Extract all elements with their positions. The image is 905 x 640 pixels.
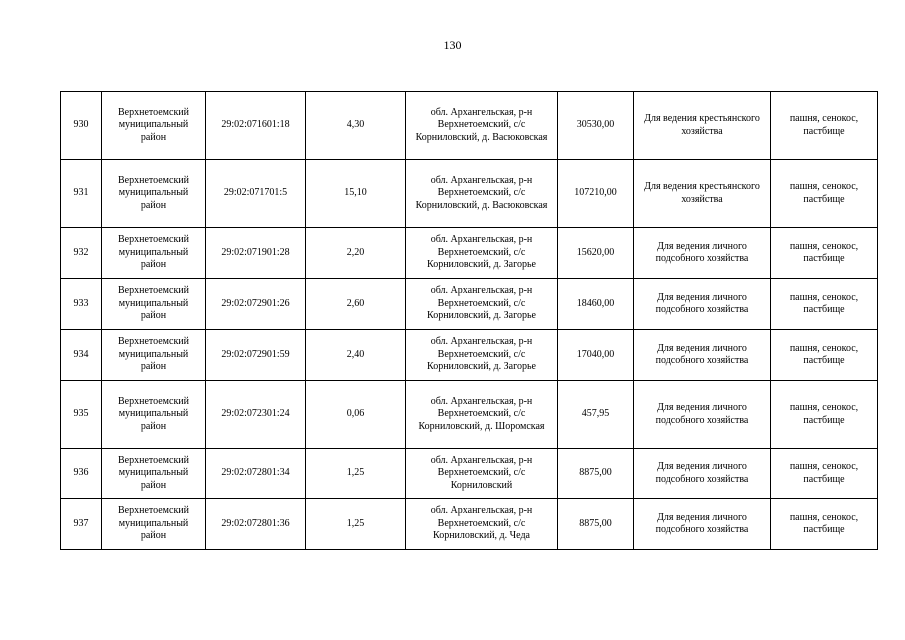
price-cell: 457,95	[558, 381, 634, 449]
land-plots-table	[60, 91, 878, 550]
district-cell: Верхнетоемский муниципальный район	[102, 92, 206, 160]
area-cell: 2,60	[306, 279, 406, 330]
cadastral-number-cell: 29:02:072801:34	[206, 449, 306, 499]
table-row	[61, 499, 878, 550]
table-row	[61, 279, 878, 330]
land-use-cell: пашня, сенокос, пастбище	[771, 228, 878, 279]
address-cell: обл. Архангельская, р-н Верхнетоемский, с/с Корниловский, д. Васюковская	[406, 160, 558, 228]
purpose-cell: Для ведения крестьянского хозяйства	[634, 160, 771, 228]
land-use-cell: пашня, сенокос, пастбище	[771, 279, 878, 330]
purpose-cell: Для ведения личного подсобного хозяйства	[634, 279, 771, 330]
district-cell: Верхнетоемский муниципальный район	[102, 499, 206, 550]
purpose-cell: Для ведения личного подсобного хозяйства	[634, 499, 771, 550]
address-cell: обл. Архангельская, р-н Верхнетоемский, с/с Корниловский, д. Чеда	[406, 499, 558, 550]
table-row	[61, 160, 878, 228]
area-cell: 0,06	[306, 381, 406, 449]
purpose-cell: Для ведения личного подсобного хозяйства	[634, 228, 771, 279]
price-cell: 8875,00	[558, 449, 634, 499]
row-number: 937	[61, 499, 102, 550]
land-use-cell: пашня, сенокос, пастбище	[771, 92, 878, 160]
cadastral-number-cell: 29:02:072901:59	[206, 330, 306, 381]
land-use-cell: пашня, сенокос, пастбище	[771, 330, 878, 381]
price-cell: 8875,00	[558, 499, 634, 550]
row-number: 933	[61, 279, 102, 330]
row-number: 930	[61, 92, 102, 160]
price-cell: 17040,00	[558, 330, 634, 381]
table-row	[61, 228, 878, 279]
address-cell: обл. Архангельская, р-н Верхнетоемский, с/с Корниловский, д. Загорье	[406, 228, 558, 279]
purpose-cell: Для ведения личного подсобного хозяйства	[634, 381, 771, 449]
table-row	[61, 381, 878, 449]
price-cell: 30530,00	[558, 92, 634, 160]
land-use-cell: пашня, сенокос, пастбище	[771, 449, 878, 499]
price-cell: 107210,00	[558, 160, 634, 228]
district-cell: Верхнетоемский муниципальный район	[102, 381, 206, 449]
land-use-cell: пашня, сенокос, пастбище	[771, 381, 878, 449]
table-row	[61, 330, 878, 381]
cadastral-number-cell: 29:02:072801:36	[206, 499, 306, 550]
cadastral-number-cell: 29:02:072301:24	[206, 381, 306, 449]
table-row	[61, 449, 878, 499]
address-cell: обл. Архангельская, р-н Верхнетоемский, с/с Корниловский, д. Шоромская	[406, 381, 558, 449]
area-cell: 4,30	[306, 92, 406, 160]
purpose-cell: Для ведения личного подсобного хозяйства	[634, 330, 771, 381]
row-number: 931	[61, 160, 102, 228]
address-cell: обл. Архангельская, р-н Верхнетоемский, с/с Корниловский, д. Васюковская	[406, 92, 558, 160]
purpose-cell: Для ведения крестьянского хозяйства	[634, 92, 771, 160]
purpose-cell: Для ведения личного подсобного хозяйства	[634, 449, 771, 499]
area-cell: 2,20	[306, 228, 406, 279]
district-cell: Верхнетоемский муниципальный район	[102, 279, 206, 330]
cadastral-number-cell: 29:02:071701:5	[206, 160, 306, 228]
district-cell: Верхнетоемский муниципальный район	[102, 330, 206, 381]
row-number: 935	[61, 381, 102, 449]
cadastral-number-cell: 29:02:072901:26	[206, 279, 306, 330]
table-row	[61, 92, 878, 160]
address-cell: обл. Архангельская, р-н Верхнетоемский, с/с Корниловский, д. Загорье	[406, 279, 558, 330]
page-number: 130	[443, 38, 462, 52]
price-cell: 15620,00	[558, 228, 634, 279]
cadastral-number-cell: 29:02:071901:28	[206, 228, 306, 279]
row-number: 932	[61, 228, 102, 279]
district-cell: Верхнетоемский муниципальный район	[102, 228, 206, 279]
land-use-cell: пашня, сенокос, пастбище	[771, 499, 878, 550]
district-cell: Верхнетоемский муниципальный район	[102, 449, 206, 499]
area-cell: 2,40	[306, 330, 406, 381]
area-cell: 1,25	[306, 449, 406, 499]
area-cell: 1,25	[306, 499, 406, 550]
price-cell: 18460,00	[558, 279, 634, 330]
address-cell: обл. Архангельская, р-н Верхнетоемский, с/с Корниловский	[406, 449, 558, 499]
cadastral-number-cell: 29:02:071601:18	[206, 92, 306, 160]
row-number: 936	[61, 449, 102, 499]
row-number: 934	[61, 330, 102, 381]
district-cell: Верхнетоемский муниципальный район	[102, 160, 206, 228]
land-use-cell: пашня, сенокос, пастбище	[771, 160, 878, 228]
address-cell: обл. Архангельская, р-н Верхнетоемский, с/с Корниловский, д. Загорье	[406, 330, 558, 381]
area-cell: 15,10	[306, 160, 406, 228]
